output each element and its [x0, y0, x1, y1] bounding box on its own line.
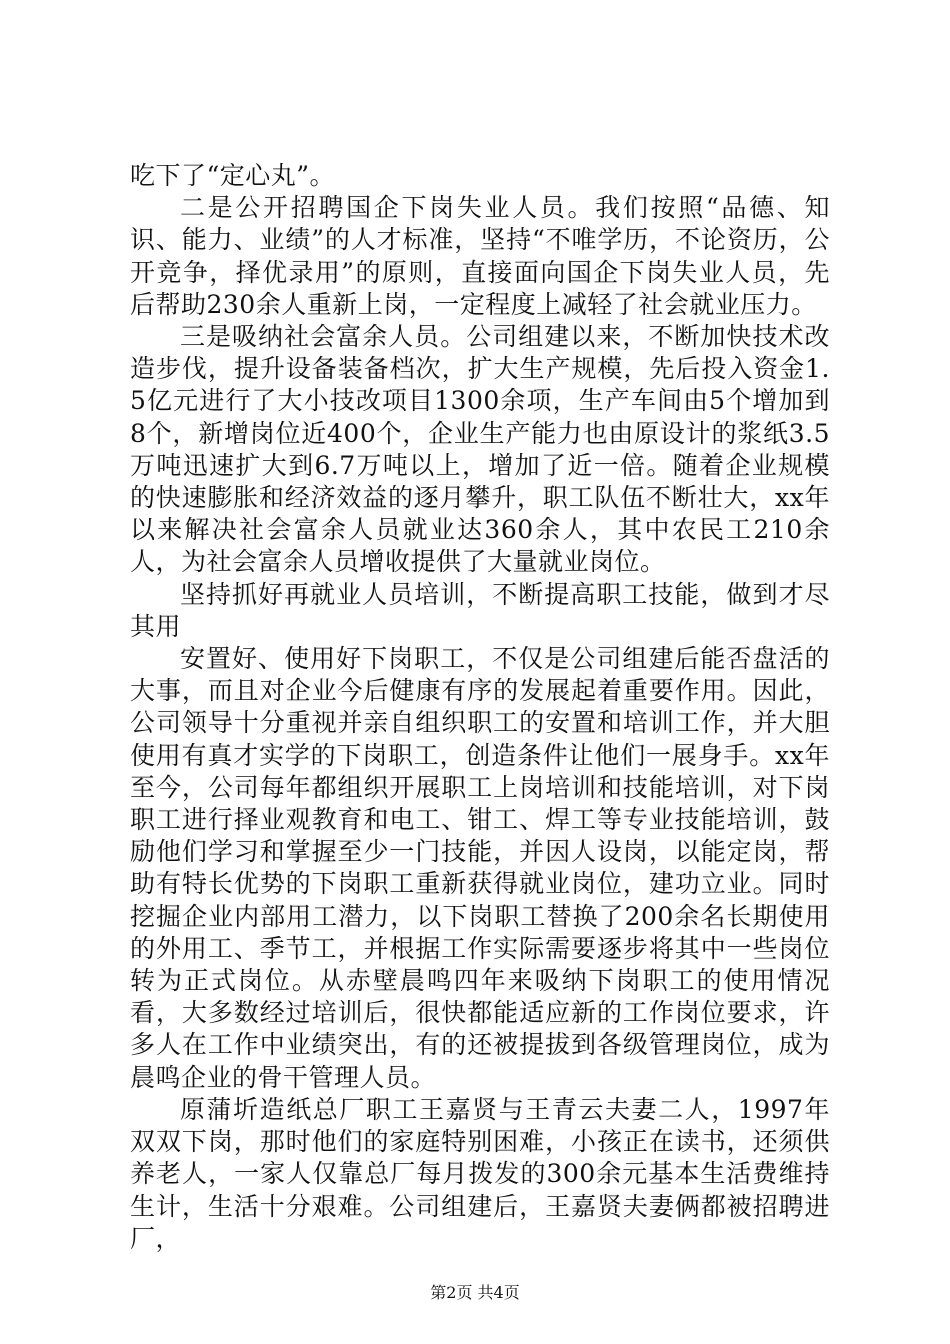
- paragraph-recruit-laid-off: 二是公开招聘国企下岗失业人员。我们按照“品德、知识、能力、业绩”的人才标准，坚持“不唯学历，不论资历，公开竞争，择优录用”的原则，直接面向国企下岗失业人员，先后帮助230余人重新上岗，一定程度上减轻了社会就业压力。: [130, 193, 830, 319]
- paragraph-training: 安置好、使用好下岗职工，不仅是公司组建后能否盘活的大事，而且对企业今后健康有序的发展起着重要作用。因此，公司领导十分重视并亲自组织职工的安置和培训工作，并大胆使用有真才实学的下岗职工，创造条件让他们一展身手。xx年至今，公司每年都组织开展职工上岗培训和技能培训，对下岗职工进行择业观教育和电工、钳工、焊工等专业技能培训，鼓励他们学习和掌握至少一门技能，并因人设岗，以能定岗，帮助有特长优势的下岗职工重新获得就业岗位，建功立业。同时挖掘企业内部用工潜力，以下岗职工替换了200余名长期使用的外用工、季节工，并根据工作实际需要逐步将其中一些岗位转为正式岗位。从赤壁晨鸣四年来吸纳下岗职工的使用情况看，大多数经过培训后，很快都能适应新的工作岗位要求，许多人在工作中业绩突出，有的还被提拔到各级管理岗位，成为晨鸣企业的骨干管理人员。: [130, 644, 830, 1092]
- paragraph-absorb-surplus: 三是吸纳社会富余人员。公司组建以来，不断加快技术改造步伐，提升设备装备档次，扩大生产规模，先后投入资金1.5亿元进行了大小技改项目1300余项，生产车间由5个增加到8个，新增岗位近400个，企业生产能力也由原设计的浆纸3.5万吨迅速扩大到6.7万吨以上，增加了近一倍。随着企业规模的快速膨胀和经济效益的逐月攀升，职工队伍不断壮大，xx年以来解决社会富余人员就业达360余人，其中农民工210余人，为社会富余人员增收提供了大量就业岗位。: [130, 322, 830, 577]
- paragraph-continuation: 吃下了“定心丸”。: [130, 161, 336, 190]
- page-footer: 第2页 共4页: [430, 1283, 520, 1302]
- paragraph-example-couple: 原蒲圻造纸总厂职工王嘉贤与王青云夫妻二人，1997年双双下岗，那时他们的家庭特别困难，小孩正在读书，还须供养老人，一家人仅靠总厂每月拨发的300余元基本生活费维持生计，生活十分艰难。公司组建后，王嘉贤夫妻俩都被招聘进厂，: [130, 1094, 830, 1253]
- document-body: [130, 160, 830, 1255]
- section-heading-training: 坚持抓好再就业人员培训，不断提高职工技能，做到才尽其用: [130, 579, 830, 641]
